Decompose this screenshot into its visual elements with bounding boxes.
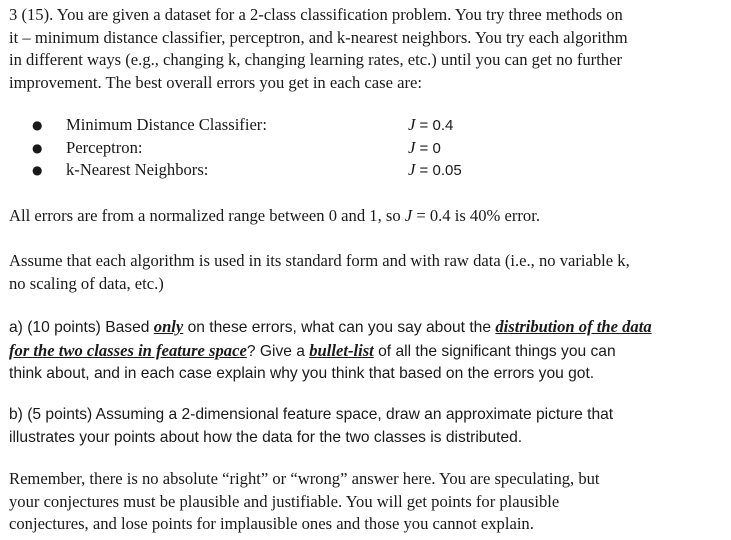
assume-line: Assume that each algorithm is used in its standard form and with raw data (i.e., no variable k,	[9, 251, 630, 270]
part-b-line: illustrates your points about how the data for the two classes is distributed.	[9, 428, 523, 446]
method-error	[408, 159, 462, 183]
part-a-text: of all the significant things you can	[373, 342, 616, 360]
bullet-icon: ●	[32, 118, 43, 132]
equals-sign: =	[415, 162, 433, 179]
question-intro	[9, 4, 725, 94]
method-error	[408, 114, 453, 138]
intro-line: in different ways (e.g., changing k, changing learning rates, etc.) until you can get no further	[9, 50, 622, 69]
error-symbol: J	[404, 206, 413, 225]
remember-line: Remember, there is no absolute “right” or “wrong” answer here. You are speculating, but	[9, 469, 600, 488]
emphasis-feature-space: for the two classes in feature space	[9, 340, 247, 360]
method-item-perceptron	[9, 137, 725, 160]
part-a-text: on these errors, what can you say about the	[183, 319, 496, 336]
equals-sign: =	[415, 117, 433, 134]
emphasis-bullet-list: bullet-list	[309, 340, 374, 360]
error-value: 0.05	[432, 162, 462, 179]
part-a-text: ? Give a	[246, 342, 310, 360]
assumption-paragraph	[9, 250, 725, 295]
method-name: Minimum Distance Classifier:	[66, 115, 267, 134]
emphasis-only: only	[153, 317, 184, 336]
error-symbol: J	[408, 137, 416, 157]
error-value: 0.4	[432, 117, 454, 134]
part-b-line: b) (5 points) Assuming a 2-dimensional feature space, draw an approximate picture that	[9, 406, 614, 423]
norm-text-after: = 0.4 is 40% error.	[412, 206, 540, 225]
normalized-error-note	[9, 205, 725, 228]
intro-line: it – minimum distance classifier, perceptron, and k-nearest neighbors. You try each algorithm	[9, 27, 628, 47]
emphasis-distribution: distribution of the data	[495, 317, 652, 336]
assume-line: no scaling of data, etc.)	[9, 273, 164, 293]
intro-line: 3 (15). You are given a dataset for a 2-class classification problem. You try three methods on	[9, 5, 623, 24]
error-symbol: J	[408, 160, 416, 179]
method-name: k-Nearest Neighbors:	[66, 160, 209, 179]
method-name: Perceptron:	[66, 137, 143, 157]
remember-paragraph	[9, 468, 725, 536]
method-error	[408, 137, 441, 161]
equals-sign: =	[415, 139, 433, 157]
part-b-paragraph	[9, 404, 725, 449]
error-value: 0	[432, 139, 441, 157]
bullet-icon: ●	[32, 163, 43, 177]
remember-line: conjectures, and lose points for implausible ones and those you cannot explain.	[9, 514, 534, 533]
method-item-minimum-distance	[9, 114, 725, 137]
part-a-paragraph	[9, 316, 725, 386]
error-symbol: J	[408, 115, 416, 134]
intro-line: improvement. The best overall errors you get in each case are:	[9, 72, 422, 92]
part-a-text: think about, and in each case explain why you think that based on the errors you got.	[9, 365, 595, 382]
remember-line: your conjectures must be plausible and justifiable. You will get points for plausible	[9, 491, 560, 511]
method-error-list	[9, 114, 725, 182]
method-item-knn	[9, 159, 725, 182]
bullet-icon: ●	[32, 140, 43, 155]
part-a-text: a) (10 points) Based	[9, 319, 154, 336]
norm-text-before: All errors are from a normalized range between 0 and 1, so	[9, 206, 405, 225]
